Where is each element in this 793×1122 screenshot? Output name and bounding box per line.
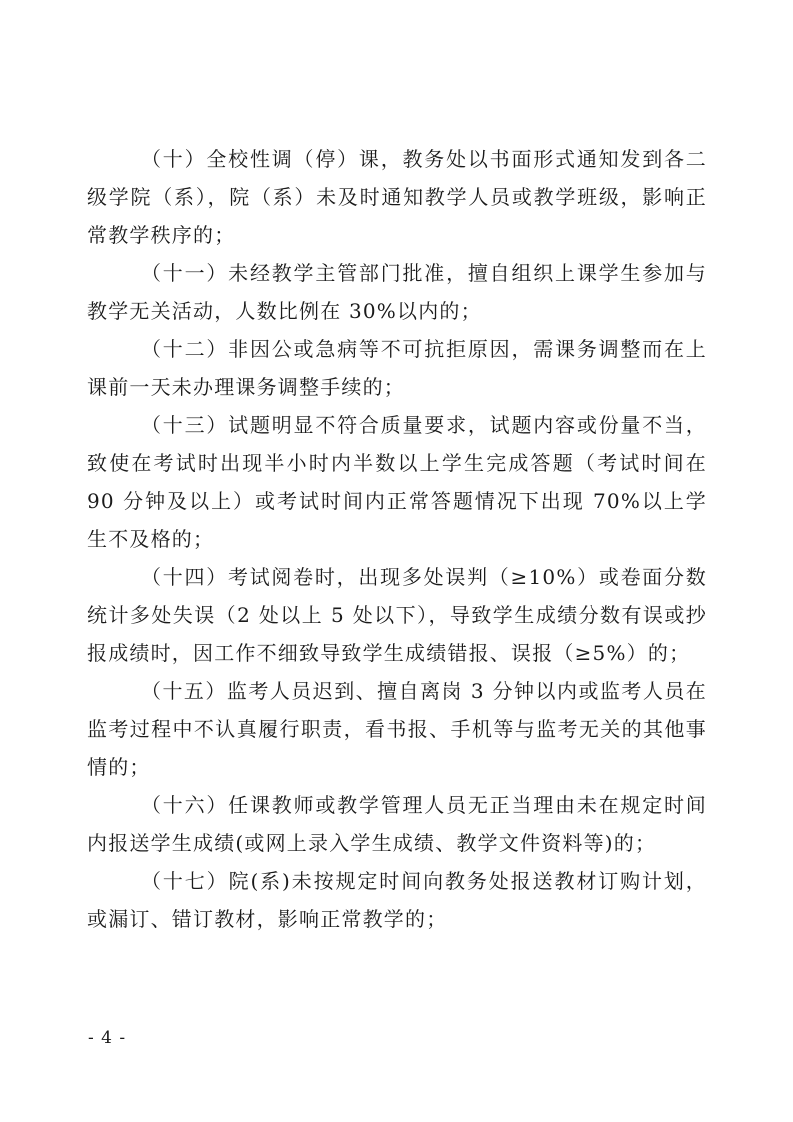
paragraph-item-14: （十四）考试阅卷时，出现多处误判（≥10%）或卷面分数统计多处失误（2 处以上 5 处以下），导致学生成绩分数有误或抄报成绩时，因工作不细致导致学生成绩错报、误报（≥5%）的； <box>87 565 707 665</box>
paragraph-item-16: （十六）任课教师或教学管理人员无正当理由未在规定时间内报送学生成绩(或网上录入学生成绩、教学文件资料等)的； <box>87 793 707 855</box>
paragraph-item-13: （十三）试题明显不符合质量要求，试题内容或份量不当，致使在考试时出现半小时内半数以上学生完成答题（考试时间在 90 分钟及以上）或考试时间内正常答题情况下出现 70%以上学生不及格的； <box>87 413 707 551</box>
paragraph-item-15: （十五）监考人员迟到、擅自离岗 3 分钟以内或监考人员在监考过程中不认真履行职责，看书报、手机等与监考无关的其他事情的； <box>87 679 707 779</box>
page-number: - 4 - <box>88 1028 127 1048</box>
paragraph-item-11: （十一）未经教学主管部门批准，擅自组织上课学生参加与教学无关活动，人数比例在 30%以内的； <box>87 261 707 323</box>
document-body <box>87 140 707 938</box>
paragraph-item-17: （十七）院(系)未按规定时间向教务处报送教材订购计划，或漏订、错订教材，影响正常教学的； <box>87 869 707 931</box>
paragraph-item-10: （十）全校性调（停）课，教务处以书面形式通知发到各二级学院（系），院（系）未及时通知教学人员或教学班级，影响正常教学秩序的； <box>87 147 707 247</box>
paragraph-item-12: （十二）非因公或急病等不可抗拒原因，需课务调整而在上课前一天未办理课务调整手续的； <box>87 337 707 399</box>
